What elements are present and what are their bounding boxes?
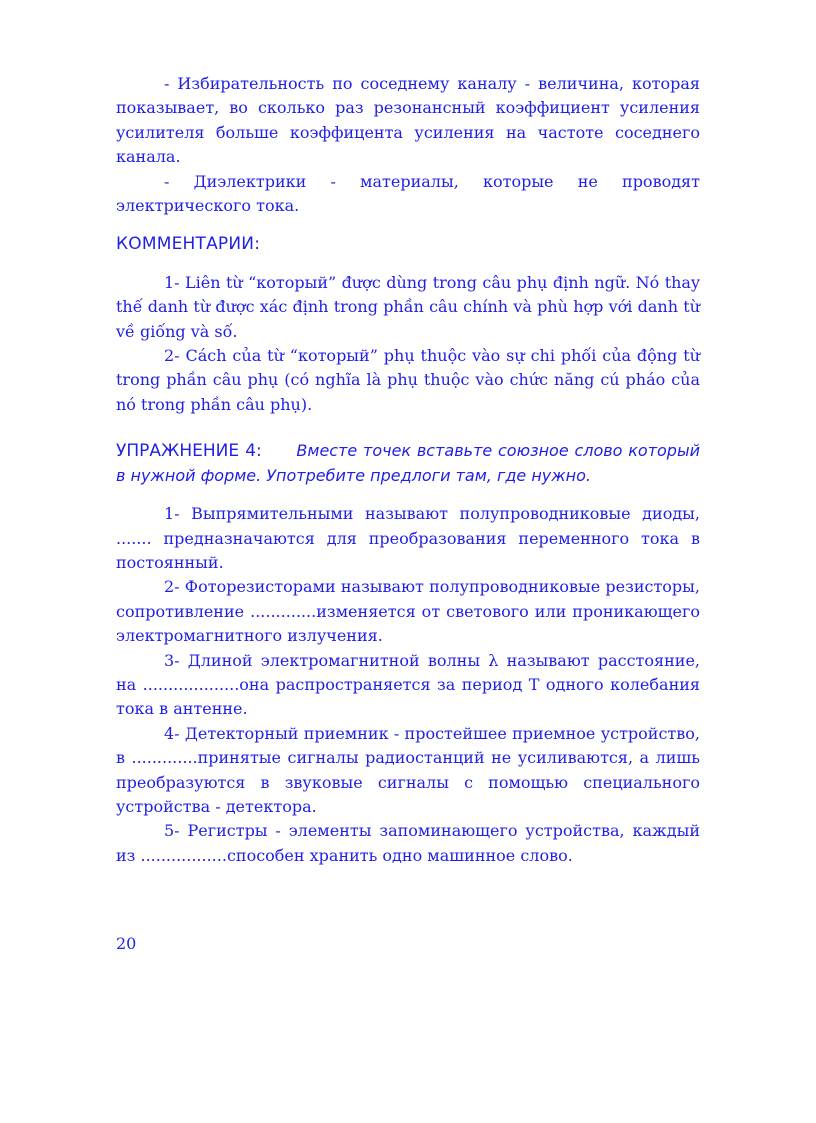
exercise-item: 3- Длиной электромагнитной волны λ называют расстояние, на ...................она распространяется за период Т одного колебания тока в антенне.	[116, 650, 700, 719]
exercise-header	[116, 439, 700, 488]
definition-paragraph: - Диэлектрики - материалы, которые не проводят электрического тока.	[116, 171, 700, 216]
exercise-title: УПРАЖНЕНИЕ 4:	[116, 441, 262, 462]
exercise-item: 1- Выпрямительными называют полупроводниковые диоды, ....... предназначаются для преобразования переменного тока в постоянный.	[116, 504, 700, 572]
page-number: 20	[116, 934, 137, 953]
comments-heading: КОММЕНТАРИИ:	[116, 234, 261, 255]
exercise-item: 4- Детекторный приемник - простейшее приемное устройство, в .............принятые сигналы радиостанций не усиливаются, а лишь преобразуются в звуковые сигналы с помощью специального устройства - детектора.	[116, 723, 700, 816]
page-body	[116, 72, 700, 868]
comment-item: 1- Liên từ “который” được dùng trong câu phụ định ngữ. Nó thay thế danh từ được xác định trong phần câu chính và phù hợp với danh từ về giống và số.	[116, 272, 700, 341]
exercise-task: Вместе точек вставьте союзное слово который в нужной форме. Употребите предлоги там, где нужно.	[116, 441, 700, 485]
definition-paragraph: - Избирательность по соседнему каналу - величина, которая показывает, во сколько раз резонансный коэффициент усиления усилителя больше коэффицента усиления на частоте соседнего канала.	[116, 74, 700, 167]
exercise-item: 5- Регистры - элементы запоминающего устройства, каждый из .................способен хранить одно машинное слово.	[116, 821, 700, 865]
exercise-item: 2- Фоторезисторами называют полупроводниковые резисторы, сопротивление .............изменяется от светового или проникающего электромагнитного излучения.	[116, 577, 700, 646]
comment-item: 2- Cách của từ “который” phụ thuộc vào sự chi phối của động từ trong phần câu phụ (có nghĩa là phụ thuộc vào chức năng cú pháo của nó trong phần câu phụ).	[116, 346, 700, 414]
